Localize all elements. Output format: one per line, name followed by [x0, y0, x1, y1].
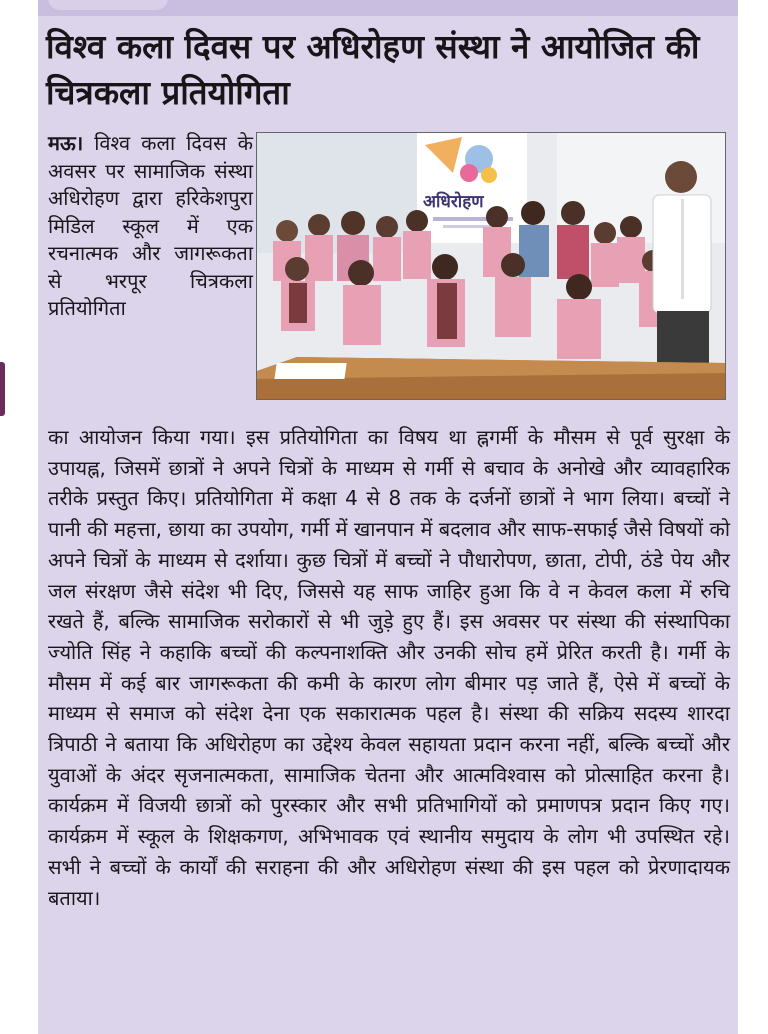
clipping-top-band — [38, 0, 738, 16]
dateline: मऊ। — [48, 131, 84, 155]
classroom-photo — [257, 133, 725, 399]
right-margin — [738, 0, 768, 1034]
news-clipping — [38, 0, 738, 1034]
banner — [417, 133, 527, 243]
intro-text: विश्व कला दिवस के अवसर पर सामाजिक संस्था अधिरोहण द्वारा हरिकेशपुरा मिडिल स्कूल में एक रचनात्मक और जागरूकता से भरपूर चित्रकला प्रतियोगिता — [48, 131, 253, 320]
banner-text: अधिरोहण — [423, 192, 484, 212]
article-intro — [48, 130, 253, 323]
desk — [257, 357, 725, 399]
edge-marker — [0, 362, 5, 416]
article-headline: विश्व कला दिवस पर अधिरोहण संस्था ने आयोजित की चित्रकला प्रतियोगिता — [46, 27, 700, 112]
article-photo — [256, 132, 726, 400]
top-tab — [48, 0, 168, 10]
article-body: का आयोजन किया गया। इस प्रतियोगिता का विषय था ह्नगर्मी के मौसम से पूर्व सुरक्षा के उपायह्न, जिसमें छात्रों ने अपने चित्रों के माध्यम से गर्मी से बचाव के अनोखे और व्यावहारिक तरीके प्रस्तुत किए। प्रतियोगिता में कक्षा 4 से 8 तक के दर्जनों छात्रों ने भाग लिया। बच्चों ने पानी की महत्ता, छाया का उपयोग, गर्मी में खानपान में बदलाव और साफ-सफाई जैसे विषयों को अपने चित्रों के माध्यम से दर्शाया। कुछ चित्रों में बच्चों ने पौधारोपण, छाता, टोपी, ठंडे पेय और जल संरक्षण जैसे संदेश भी दिए, जिससे यह साफ जाहिर हुआ कि वे न केवल कला में रुचि रखते हैं, बल्कि सामाजिक सरोकारों से भी जुड़े हुए हैं। इस अवसर पर संस्था की संस्थापिका ज्योति सिंह ने कहाकि बच्चों की कल्पनाशक्ति और उनकी सोच हमें प्रेरित करती है। गर्मी के मौसम में कई बार जागरूकता की कमी के कारण लोग बीमार पड़ जाते हैं, ऐसे में बच्चों के माध्यम से समाज को संदेश देना एक सकारात्मक पहल है। संस्था की सक्रिय सदस्य शारदा त्रिपाठी ने बताया कि अधिरोहण का उद्देश्य केवल सहायता प्रदान करना नहीं, बल्कि बच्चों और युवाओं के अंदर सृजनात्मकता, सामाजिक चेतना और आत्मविश्वास को प्रोत्साहित करना है। कार्यक्रम में विजयी छात्रों को पुरस्कार और सभी प्रतिभागियों को प्रमाणपत्र प्रदान किए गए। कार्यक्रम में स्कूल के शिक्षकगण, अभिभावक एवं स्थानीय समुदाय के लोग भी उपस्थित रहे। सभी ने बच्चों के कार्यों की सराहना की और अधिरोहण संस्था की इस पहल को प्रेरणादायक बताया। — [48, 425, 730, 910]
adjacent-column-strip — [0, 0, 38, 1034]
